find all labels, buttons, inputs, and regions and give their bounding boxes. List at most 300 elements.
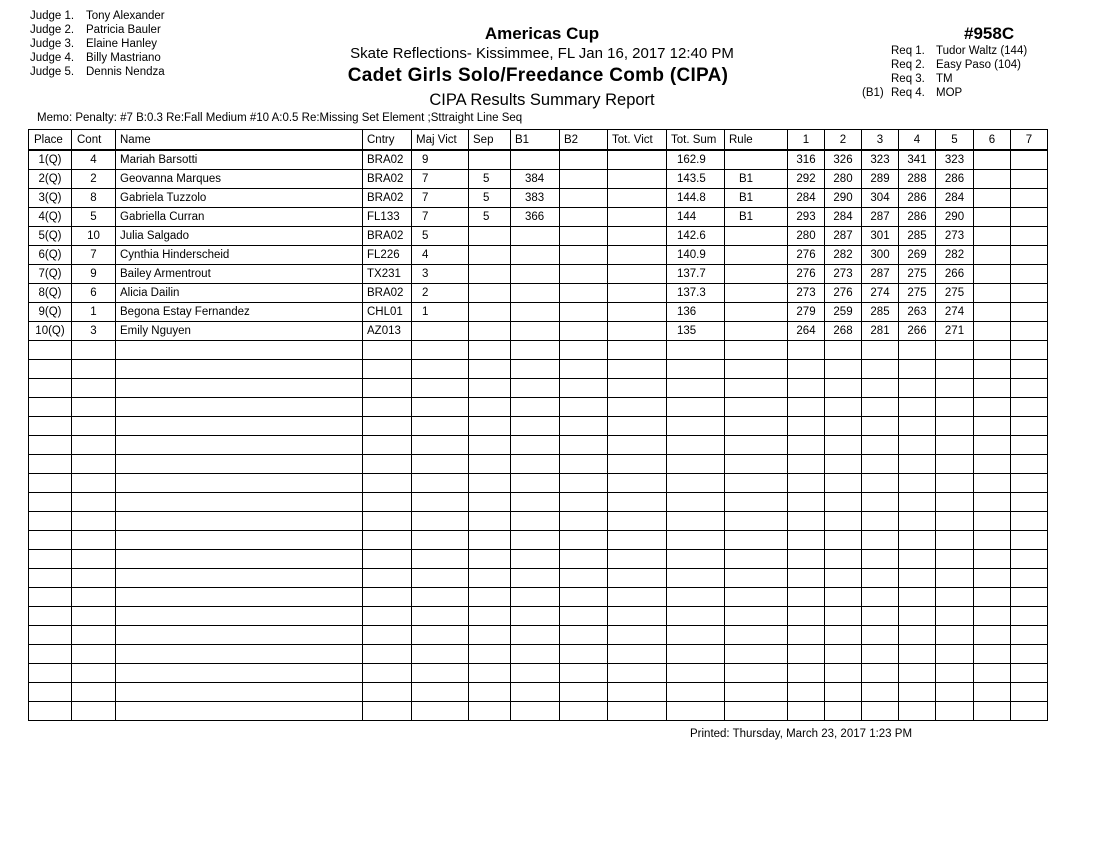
empty-cell: [29, 550, 72, 569]
empty-cell: [788, 702, 825, 721]
empty-table-row: [29, 664, 1048, 683]
empty-cell: [363, 341, 412, 360]
empty-cell: [560, 474, 608, 493]
rule-cell: [725, 246, 788, 265]
empty-cell: [608, 626, 667, 645]
empty-cell: [511, 360, 560, 379]
empty-cell: [608, 702, 667, 721]
judge6-score: [974, 150, 1011, 170]
empty-cell: [412, 531, 469, 550]
requirement-prefix: (B1): [862, 87, 884, 99]
empty-cell: [116, 550, 363, 569]
empty-cell: [608, 474, 667, 493]
empty-cell: [936, 645, 974, 664]
empty-cell: [899, 607, 936, 626]
empty-cell: [725, 474, 788, 493]
judge7-score: [1011, 303, 1048, 322]
requirement-entry: [862, 58, 1027, 72]
place-cell: 7(Q): [29, 265, 72, 284]
judge4-score: 286: [899, 208, 936, 227]
empty-cell: [825, 683, 862, 702]
empty-table-row: [29, 474, 1048, 493]
empty-cell: [412, 493, 469, 512]
empty-cell: [899, 474, 936, 493]
empty-cell: [72, 493, 116, 512]
empty-cell: [560, 626, 608, 645]
column-header: 3: [862, 130, 899, 151]
empty-cell: [667, 645, 725, 664]
empty-cell: [974, 341, 1011, 360]
judge6-score: [974, 265, 1011, 284]
empty-cell: [116, 360, 363, 379]
judge6-score: [974, 322, 1011, 341]
empty-cell: [862, 493, 899, 512]
empty-cell: [412, 436, 469, 455]
requirement-value: MOP: [936, 87, 963, 99]
judge-name: Billy Mastriano: [86, 52, 161, 64]
empty-cell: [825, 493, 862, 512]
empty-cell: [29, 569, 72, 588]
requirement-value: Tudor Waltz (144): [936, 45, 1028, 57]
empty-cell: [72, 455, 116, 474]
judge3-score: 289: [862, 170, 899, 189]
empty-cell: [974, 569, 1011, 588]
tot-vict-cell: [608, 246, 667, 265]
empty-cell: [1011, 341, 1048, 360]
empty-cell: [936, 607, 974, 626]
empty-cell: [560, 683, 608, 702]
empty-cell: [825, 626, 862, 645]
empty-cell: [608, 360, 667, 379]
judge-name: Tony Alexander: [86, 10, 165, 22]
empty-cell: [511, 341, 560, 360]
empty-cell: [469, 645, 511, 664]
cont-cell: 3: [72, 322, 116, 341]
empty-cell: [667, 417, 725, 436]
empty-cell: [469, 398, 511, 417]
column-header: 5: [936, 130, 974, 151]
empty-table-row: [29, 645, 1048, 664]
empty-cell: [412, 512, 469, 531]
maj-vict-cell: 7: [412, 189, 469, 208]
sep-cell: [469, 227, 511, 246]
empty-cell: [29, 702, 72, 721]
empty-cell: [936, 702, 974, 721]
empty-cell: [363, 588, 412, 607]
maj-vict-cell: 5: [412, 227, 469, 246]
judge3-score: 301: [862, 227, 899, 246]
b1-cell: 384: [511, 170, 560, 189]
column-header: Tot. Sum: [667, 130, 725, 151]
table-row: [29, 189, 1048, 208]
empty-cell: [363, 493, 412, 512]
empty-cell: [825, 550, 862, 569]
empty-cell: [116, 702, 363, 721]
empty-cell: [1011, 455, 1048, 474]
rule-cell: B1: [725, 170, 788, 189]
empty-cell: [511, 683, 560, 702]
tot-vict-cell: [608, 189, 667, 208]
tot-vict-cell: [608, 322, 667, 341]
column-header: 7: [1011, 130, 1048, 151]
empty-cell: [608, 664, 667, 683]
empty-cell: [363, 664, 412, 683]
judge-label: Judge 5.: [30, 66, 75, 78]
b1-cell: [511, 246, 560, 265]
name-cell: Gabriella Curran: [116, 208, 363, 227]
empty-table-row: [29, 588, 1048, 607]
empty-cell: [725, 493, 788, 512]
name-cell: Bailey Armentrout: [116, 265, 363, 284]
empty-cell: [29, 455, 72, 474]
tot-vict-cell: [608, 208, 667, 227]
empty-cell: [29, 398, 72, 417]
empty-cell: [788, 436, 825, 455]
empty-cell: [899, 493, 936, 512]
name-cell: Alicia Dailin: [116, 284, 363, 303]
sep-cell: 5: [469, 189, 511, 208]
place-cell: 2(Q): [29, 170, 72, 189]
empty-cell: [899, 379, 936, 398]
rule-cell: [725, 322, 788, 341]
b2-cell: [560, 303, 608, 322]
empty-cell: [511, 702, 560, 721]
b1-cell: [511, 227, 560, 246]
empty-cell: [469, 626, 511, 645]
empty-cell: [469, 531, 511, 550]
empty-cell: [1011, 512, 1048, 531]
empty-table-row: [29, 360, 1048, 379]
empty-cell: [899, 550, 936, 569]
judge-name: Dennis Nendza: [86, 66, 165, 78]
empty-cell: [825, 436, 862, 455]
memo-text: Memo: Penalty: #7 B:0.3 Re:Fall Medium #10 A:0.5 Re:Missing Set Element ;Sttraight Line Seq: [37, 112, 523, 124]
empty-cell: [511, 569, 560, 588]
empty-cell: [511, 379, 560, 398]
empty-cell: [974, 588, 1011, 607]
empty-cell: [936, 664, 974, 683]
empty-cell: [899, 455, 936, 474]
empty-cell: [667, 474, 725, 493]
judge2-score: 276: [825, 284, 862, 303]
empty-cell: [29, 417, 72, 436]
b2-cell: [560, 227, 608, 246]
empty-cell: [29, 379, 72, 398]
empty-cell: [608, 417, 667, 436]
requirement-label: Req 1.: [891, 45, 925, 57]
empty-cell: [788, 550, 825, 569]
empty-cell: [788, 341, 825, 360]
empty-cell: [788, 607, 825, 626]
empty-cell: [974, 607, 1011, 626]
empty-cell: [788, 569, 825, 588]
empty-cell: [511, 664, 560, 683]
empty-cell: [469, 664, 511, 683]
empty-cell: [363, 360, 412, 379]
empty-cell: [116, 531, 363, 550]
empty-cell: [825, 455, 862, 474]
maj-vict-cell: 4: [412, 246, 469, 265]
empty-cell: [788, 398, 825, 417]
empty-cell: [825, 588, 862, 607]
empty-cell: [667, 702, 725, 721]
judge1-score: 292: [788, 170, 825, 189]
venue-line: Skate Reflections- Kissimmee, FL Jan 16, 2017 12:40 PM: [350, 45, 734, 62]
b1-cell: 383: [511, 189, 560, 208]
judge3-score: 287: [862, 208, 899, 227]
empty-cell: [560, 607, 608, 626]
empty-cell: [1011, 531, 1048, 550]
empty-cell: [608, 569, 667, 588]
empty-cell: [608, 493, 667, 512]
empty-cell: [825, 341, 862, 360]
empty-cell: [469, 702, 511, 721]
empty-cell: [363, 455, 412, 474]
column-header: Sep: [469, 130, 511, 151]
empty-cell: [560, 341, 608, 360]
tot-sum-cell: 144: [667, 208, 725, 227]
empty-cell: [560, 569, 608, 588]
empty-cell: [72, 550, 116, 569]
empty-cell: [72, 512, 116, 531]
empty-cell: [560, 645, 608, 664]
rule-cell: [725, 284, 788, 303]
empty-cell: [788, 645, 825, 664]
empty-cell: [116, 341, 363, 360]
empty-cell: [116, 683, 363, 702]
maj-vict-cell: 3: [412, 265, 469, 284]
empty-cell: [560, 702, 608, 721]
empty-cell: [825, 512, 862, 531]
event-code: #958C: [964, 24, 1015, 43]
tot-vict-cell: [608, 170, 667, 189]
empty-cell: [363, 474, 412, 493]
empty-cell: [899, 436, 936, 455]
name-cell: Gabriela Tuzzolo: [116, 189, 363, 208]
empty-cell: [363, 436, 412, 455]
empty-cell: [29, 531, 72, 550]
empty-cell: [974, 664, 1011, 683]
maj-vict-cell: 7: [412, 208, 469, 227]
judge5-score: 286: [936, 170, 974, 189]
empty-cell: [1011, 493, 1048, 512]
empty-cell: [29, 436, 72, 455]
tot-sum-cell: 137.3: [667, 284, 725, 303]
empty-cell: [469, 417, 511, 436]
empty-table-row: [29, 531, 1048, 550]
empty-cell: [899, 664, 936, 683]
empty-cell: [725, 645, 788, 664]
empty-cell: [725, 550, 788, 569]
tot-sum-cell: 144.8: [667, 189, 725, 208]
empty-cell: [862, 512, 899, 531]
judge4-score: 285: [899, 227, 936, 246]
b2-cell: [560, 265, 608, 284]
empty-cell: [862, 379, 899, 398]
empty-table-row: [29, 607, 1048, 626]
judge2-score: 259: [825, 303, 862, 322]
empty-cell: [936, 569, 974, 588]
empty-cell: [936, 531, 974, 550]
name-cell: Emily Nguyen: [116, 322, 363, 341]
empty-cell: [116, 379, 363, 398]
empty-cell: [412, 645, 469, 664]
empty-cell: [974, 379, 1011, 398]
sep-cell: [469, 284, 511, 303]
maj-vict-cell: [412, 322, 469, 341]
empty-cell: [363, 683, 412, 702]
empty-cell: [667, 588, 725, 607]
table-row: [29, 265, 1048, 284]
empty-table-row: [29, 702, 1048, 721]
column-header: 4: [899, 130, 936, 151]
empty-cell: [511, 607, 560, 626]
empty-cell: [899, 588, 936, 607]
empty-cell: [899, 569, 936, 588]
requirement-label: Req 2.: [891, 59, 925, 71]
tot-sum-cell: 135: [667, 322, 725, 341]
empty-cell: [825, 417, 862, 436]
empty-cell: [608, 588, 667, 607]
empty-cell: [412, 341, 469, 360]
empty-cell: [974, 531, 1011, 550]
judge-label: Judge 4.: [30, 52, 75, 64]
column-header: Cont: [72, 130, 116, 151]
cont-cell: 4: [72, 150, 116, 170]
empty-cell: [29, 607, 72, 626]
empty-cell: [974, 626, 1011, 645]
judge4-score: 286: [899, 189, 936, 208]
event-title: Americas Cup: [484, 24, 600, 43]
tot-vict-cell: [608, 227, 667, 246]
judge2-score: 284: [825, 208, 862, 227]
empty-cell: [825, 474, 862, 493]
empty-cell: [469, 474, 511, 493]
empty-cell: [974, 474, 1011, 493]
judge6-score: [974, 227, 1011, 246]
table-row: [29, 322, 1048, 341]
empty-cell: [899, 360, 936, 379]
empty-cell: [608, 398, 667, 417]
judge4-score: 275: [899, 284, 936, 303]
judge4-score: 341: [899, 150, 936, 170]
empty-cell: [72, 360, 116, 379]
empty-cell: [825, 531, 862, 550]
empty-cell: [725, 588, 788, 607]
judge-label: Judge 1.: [30, 10, 75, 22]
tot-sum-cell: 162.9: [667, 150, 725, 170]
column-header: 2: [825, 130, 862, 151]
empty-cell: [29, 360, 72, 379]
empty-cell: [936, 550, 974, 569]
report-title: CIPA Results Summary Report: [429, 91, 655, 109]
judge1-score: 273: [788, 284, 825, 303]
cont-cell: 9: [72, 265, 116, 284]
empty-cell: [560, 417, 608, 436]
requirement-entry: [862, 86, 1027, 100]
empty-cell: [936, 474, 974, 493]
empty-cell: [725, 341, 788, 360]
empty-cell: [363, 569, 412, 588]
name-cell: Mariah Barsotti: [116, 150, 363, 170]
sep-cell: [469, 265, 511, 284]
empty-cell: [72, 531, 116, 550]
empty-cell: [363, 626, 412, 645]
judge-name: Elaine Hanley: [86, 38, 157, 50]
empty-cell: [1011, 645, 1048, 664]
judge3-score: 285: [862, 303, 899, 322]
empty-cell: [363, 702, 412, 721]
empty-cell: [862, 455, 899, 474]
b2-cell: [560, 284, 608, 303]
empty-cell: [560, 550, 608, 569]
tot-sum-cell: 137.7: [667, 265, 725, 284]
empty-cell: [725, 455, 788, 474]
column-header: Place: [29, 130, 72, 151]
empty-cell: [862, 398, 899, 417]
cont-cell: 6: [72, 284, 116, 303]
rule-cell: [725, 265, 788, 284]
requirement-value: TM: [936, 73, 953, 85]
empty-cell: [725, 531, 788, 550]
empty-cell: [560, 664, 608, 683]
empty-table-row: [29, 341, 1048, 360]
requirement-entry: [862, 44, 1027, 58]
empty-cell: [1011, 588, 1048, 607]
column-header: Tot. Vict: [608, 130, 667, 151]
empty-cell: [936, 588, 974, 607]
empty-cell: [1011, 626, 1048, 645]
empty-cell: [412, 417, 469, 436]
empty-cell: [936, 512, 974, 531]
empty-cell: [974, 683, 1011, 702]
table-row: [29, 170, 1048, 189]
judge1-score: 280: [788, 227, 825, 246]
country-cell: BRA02: [363, 284, 412, 303]
requirement-value: Easy Paso (104): [936, 59, 1022, 71]
empty-cell: [511, 588, 560, 607]
cont-cell: 7: [72, 246, 116, 265]
cont-cell: 10: [72, 227, 116, 246]
empty-cell: [825, 360, 862, 379]
judge7-score: [1011, 208, 1048, 227]
empty-cell: [1011, 474, 1048, 493]
empty-cell: [667, 493, 725, 512]
empty-cell: [511, 398, 560, 417]
empty-cell: [974, 512, 1011, 531]
empty-cell: [72, 702, 116, 721]
rule-cell: B1: [725, 208, 788, 227]
empty-cell: [936, 398, 974, 417]
empty-cell: [560, 588, 608, 607]
empty-cell: [1011, 360, 1048, 379]
empty-cell: [412, 398, 469, 417]
empty-cell: [1011, 683, 1048, 702]
empty-cell: [29, 341, 72, 360]
empty-cell: [72, 436, 116, 455]
empty-cell: [560, 398, 608, 417]
empty-cell: [608, 379, 667, 398]
judge3-score: 300: [862, 246, 899, 265]
empty-cell: [363, 398, 412, 417]
empty-cell: [936, 341, 974, 360]
empty-cell: [116, 512, 363, 531]
empty-cell: [412, 588, 469, 607]
judge7-score: [1011, 322, 1048, 341]
empty-cell: [936, 455, 974, 474]
judge4-score: 266: [899, 322, 936, 341]
empty-cell: [469, 607, 511, 626]
